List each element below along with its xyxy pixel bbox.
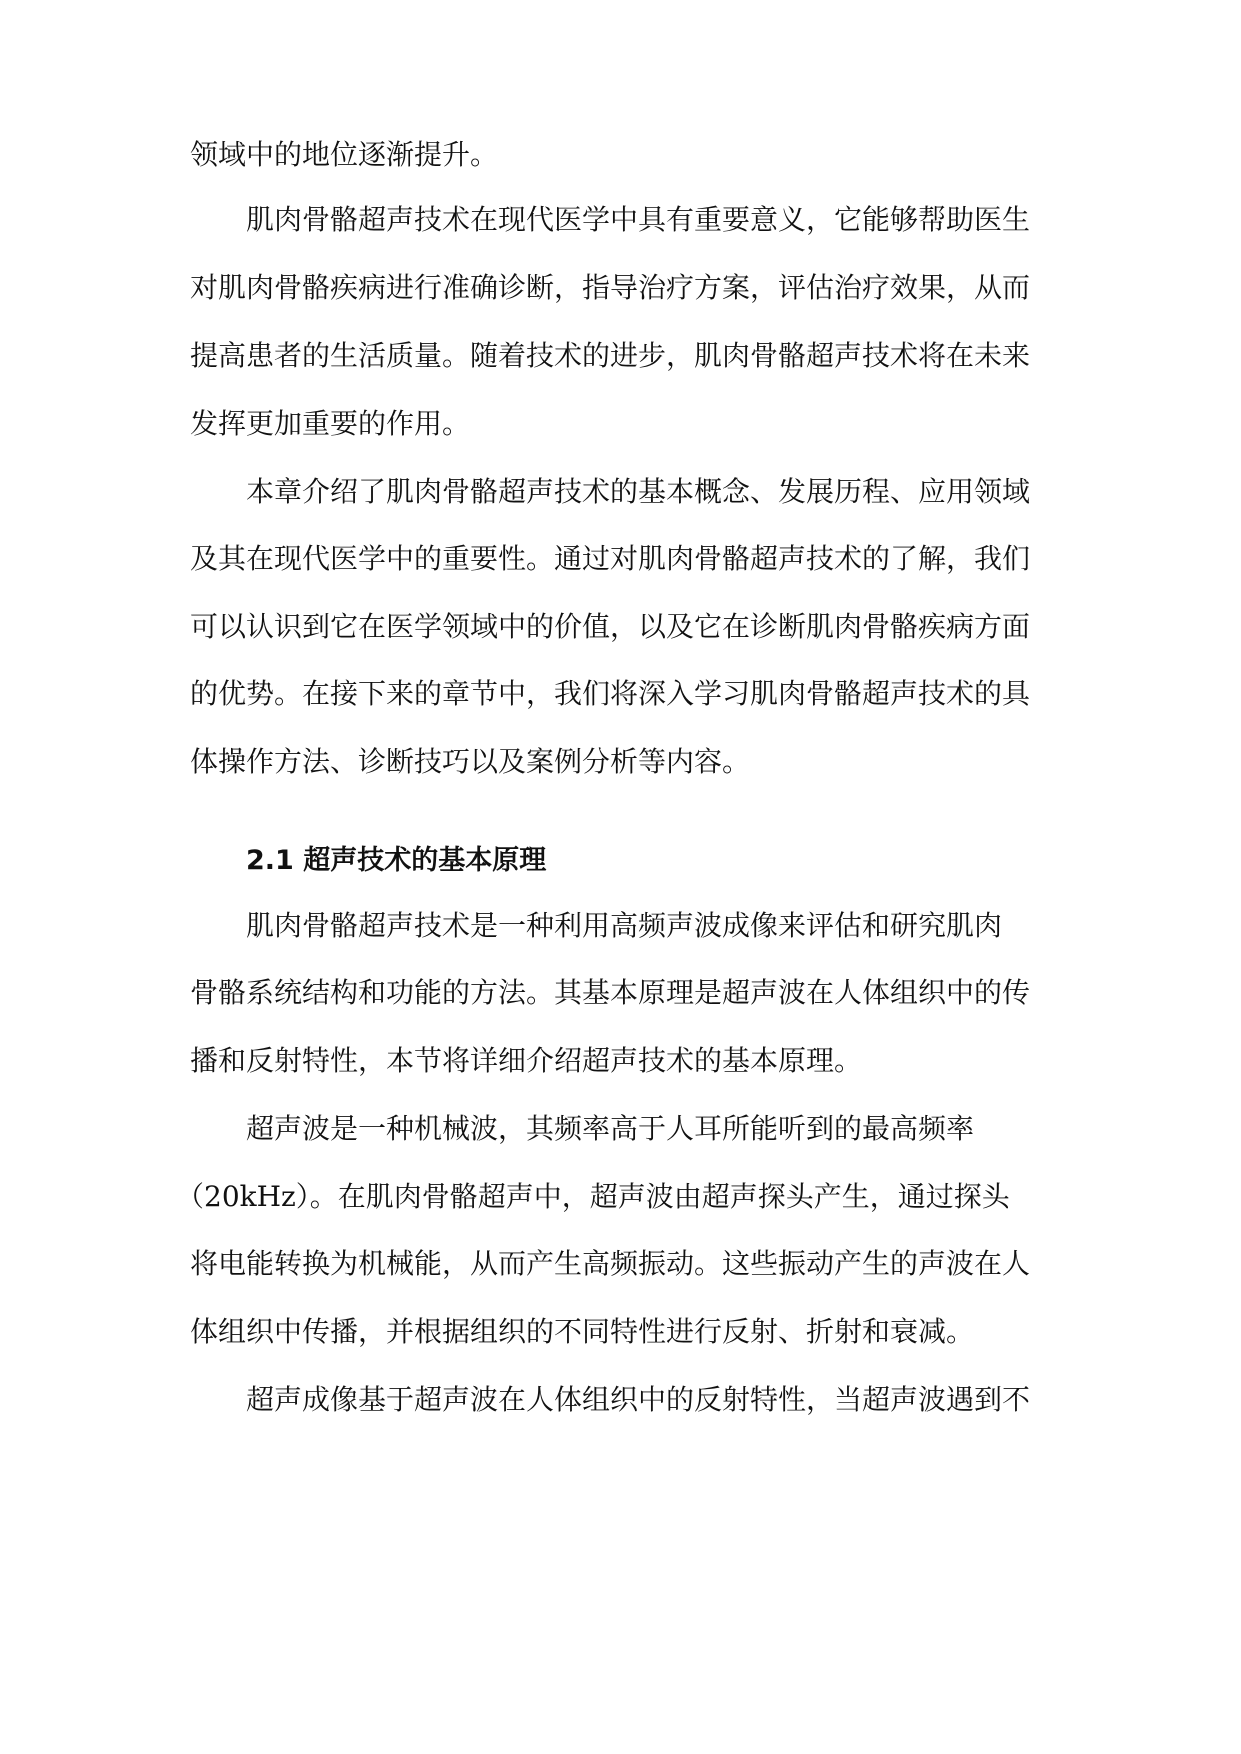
section-paragraph-2-line-3: 将电能转换为机械能，从而产生高频振动。这些振动产生的声波在人 bbox=[190, 1247, 1031, 1280]
section-paragraph-2-line-1: 超声波是一种机械波，其频率高于人耳所能听到的最高频率 bbox=[246, 1112, 975, 1145]
paragraph-2-line-4: 发挥更加重要的作用。 bbox=[190, 407, 471, 440]
section-paragraph-2-line-2: （20kHz）。在肌肉骨骼超声中，超声波由超声探头产生，通过探头 bbox=[176, 1180, 1010, 1213]
paragraph-3-line-4: 的优势。在接下来的章节中，我们将深入学习肌肉骨骼超声技术的具 bbox=[190, 677, 1031, 710]
section-paragraph-1-line-2: 骨骼系统结构和功能的方法。其基本原理是超声波在人体组织中的传 bbox=[190, 976, 1031, 1009]
section-paragraph-1-line-3: 播和反射特性，本节将详细介绍超声技术的基本原理。 bbox=[190, 1044, 863, 1077]
paragraph-1-line-1: 领域中的地位逐渐提升。 bbox=[190, 138, 499, 171]
paragraph-2-line-3: 提高患者的生活质量。随着技术的进步，肌肉骨骼超声技术将在未来 bbox=[190, 339, 1031, 372]
paragraph-2-line-1: 肌肉骨骼超声技术在现代医学中具有重要意义，它能够帮助医生 bbox=[246, 203, 1031, 236]
paragraph-3-line-5: 体操作方法、诊断技巧以及案例分析等内容。 bbox=[190, 745, 751, 778]
section-paragraph-1-line-1: 肌肉骨骼超声技术是一种利用高频声波成像来评估和研究肌肉 bbox=[246, 909, 1003, 942]
paragraph-3-line-3: 可以认识到它在医学领域中的价值，以及它在诊断肌肉骨骼疾病方面 bbox=[190, 610, 1031, 643]
paragraph-3-line-1: 本章介绍了肌肉骨骼超声技术的基本概念、发展历程、应用领域 bbox=[246, 475, 1031, 508]
section-heading: 2.1 超声技术的基本原理 bbox=[246, 845, 547, 876]
paragraph-2-line-2: 对肌肉骨骼疾病进行准确诊断，指导治疗方案，评估治疗效果，从而 bbox=[190, 271, 1031, 304]
section-paragraph-3-line-1: 超声成像基于超声波在人体组织中的反射特性，当超声波遇到不 bbox=[246, 1383, 1031, 1416]
paragraph-3-line-2: 及其在现代医学中的重要性。通过对肌肉骨骼超声技术的了解，我们 bbox=[190, 542, 1031, 575]
section-paragraph-2-line-4: 体组织中传播，并根据组织的不同特性进行反射、折射和衰减。 bbox=[190, 1315, 975, 1348]
